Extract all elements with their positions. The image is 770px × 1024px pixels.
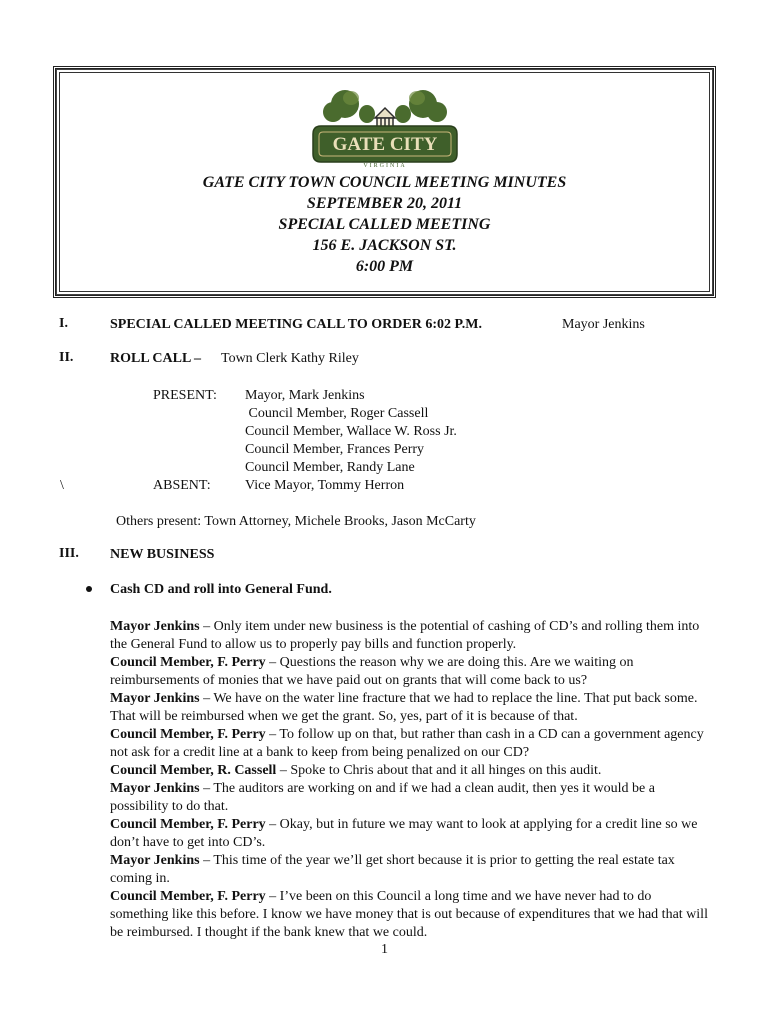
discussion-entry <box>110 780 710 816</box>
present-member: Council Member, Roger Cassell <box>245 406 429 421</box>
town-clerk: Town Clerk Kathy Riley <box>221 351 359 366</box>
section-title: NEW BUSINESS <box>110 547 215 562</box>
gate-city-logo <box>305 88 465 170</box>
stray-mark: \ <box>60 478 64 493</box>
discussion <box>110 618 710 942</box>
discussion-entry <box>110 888 710 942</box>
section-number: I. <box>59 316 68 331</box>
speaker-tail: . Perry <box>224 889 266 904</box>
statement: – Questions the reason why we are doing this. Are we waiting on reimbursements of monies that we have paid out on grants that will come back to us? <box>110 655 634 688</box>
present-member: Mayor, Mark Jenkins <box>245 388 365 403</box>
agenda-item: Cash CD and roll into General Fund. <box>110 582 332 597</box>
speaker: Council Member, F <box>110 817 225 832</box>
statement: – To follow up on that, but rather than cash in a CD can a government agency not ask for a credit line at a bank to keep from being penalized on our CD? <box>110 727 704 760</box>
page-number: 1 <box>381 942 388 957</box>
title-line: SEPTEMBER 20, 2011 <box>306 195 463 212</box>
discussion-entry <box>110 654 710 690</box>
speaker: Mayor Jenkins <box>110 853 200 868</box>
statement: – I’ve been on this Council a long time and we have never had to do something like this before. I know we have money that is out because of expenditures that we had that will be reimbursed. I thought if the bank knew that we could. <box>110 889 708 940</box>
speaker: Council Member, F <box>110 655 225 670</box>
title-line: GATE CITY TOWN COUNCIL MEETING MINUTES <box>202 174 567 191</box>
speaker-tail: . Perry <box>224 655 266 670</box>
present-member: Council Member, Frances Perry <box>245 442 425 457</box>
absent-member: Vice Mayor, Tommy Herron <box>245 478 405 493</box>
speaker: Mayor Jenkins <box>110 619 200 634</box>
statement: – Okay, but in future we may want to look at applying for a credit line so we don’t have to get into CD’s. <box>110 817 698 850</box>
title-line: 156 E. JACKSON ST. <box>312 237 457 254</box>
section-presider: Mayor Jenkins <box>562 317 645 332</box>
statement: – The auditors are working on and if we had a clean audit, then yes it would be a possibility to do that. <box>110 781 655 814</box>
absent-label: ABSENT: <box>153 478 211 493</box>
present-member: Council Member, Randy Lane <box>245 460 415 475</box>
speaker: Council Member, F. Perry <box>110 727 266 742</box>
speaker: Mayor Jenkins <box>110 691 200 706</box>
section-number: II. <box>59 350 74 365</box>
speaker: Council Member, R <box>110 763 228 778</box>
statement: – Spoke to Chris about that and it all hinges on this audit. <box>276 763 602 778</box>
speaker: Mayor Jenkins <box>110 781 200 796</box>
title-line: SPECIAL CALLED MEETING <box>278 216 491 233</box>
speaker-tail: . Perry <box>224 817 266 832</box>
speaker: Council Member, F <box>110 889 225 904</box>
discussion-entry <box>110 726 710 762</box>
bullet-icon <box>86 586 92 592</box>
others-present: Others present: Town Attorney, Michele Brooks, Jason McCarty <box>116 514 476 529</box>
section-title: ROLL CALL – <box>110 351 202 366</box>
speaker-tail: . Cassell <box>227 763 277 778</box>
statement: – This time of the year we’ll get short because it is prior to getting the real estate tax coming in. <box>110 853 675 886</box>
discussion-entry <box>110 852 710 888</box>
document-title <box>53 172 716 277</box>
discussion-entry <box>110 762 710 780</box>
logo-text: GATE CITY <box>332 134 438 155</box>
present-label: PRESENT: <box>153 388 217 403</box>
present-member: Council Member, Wallace W. Ross Jr. <box>245 424 457 439</box>
logo-subtext: VIRGINIA <box>363 163 407 169</box>
discussion-entry <box>110 690 710 726</box>
discussion-entry <box>110 816 710 852</box>
statement: – We have on the water line fracture that we had to replace the line. That put back some. That will be reimbursed when we get the grant. So, yes, part of it is because of that. <box>110 691 698 724</box>
section-number: III. <box>59 546 79 561</box>
section-title: SPECIAL CALLED MEETING CALL TO ORDER 6:02 P.M. <box>110 317 482 332</box>
statement: – Only item under new business is the potential of cashing of CD’s and rolling them into the General Fund to allow us to properly pay bills and function properly. <box>110 619 700 652</box>
discussion-entry <box>110 618 710 654</box>
title-line: 6:00 PM <box>355 258 414 275</box>
